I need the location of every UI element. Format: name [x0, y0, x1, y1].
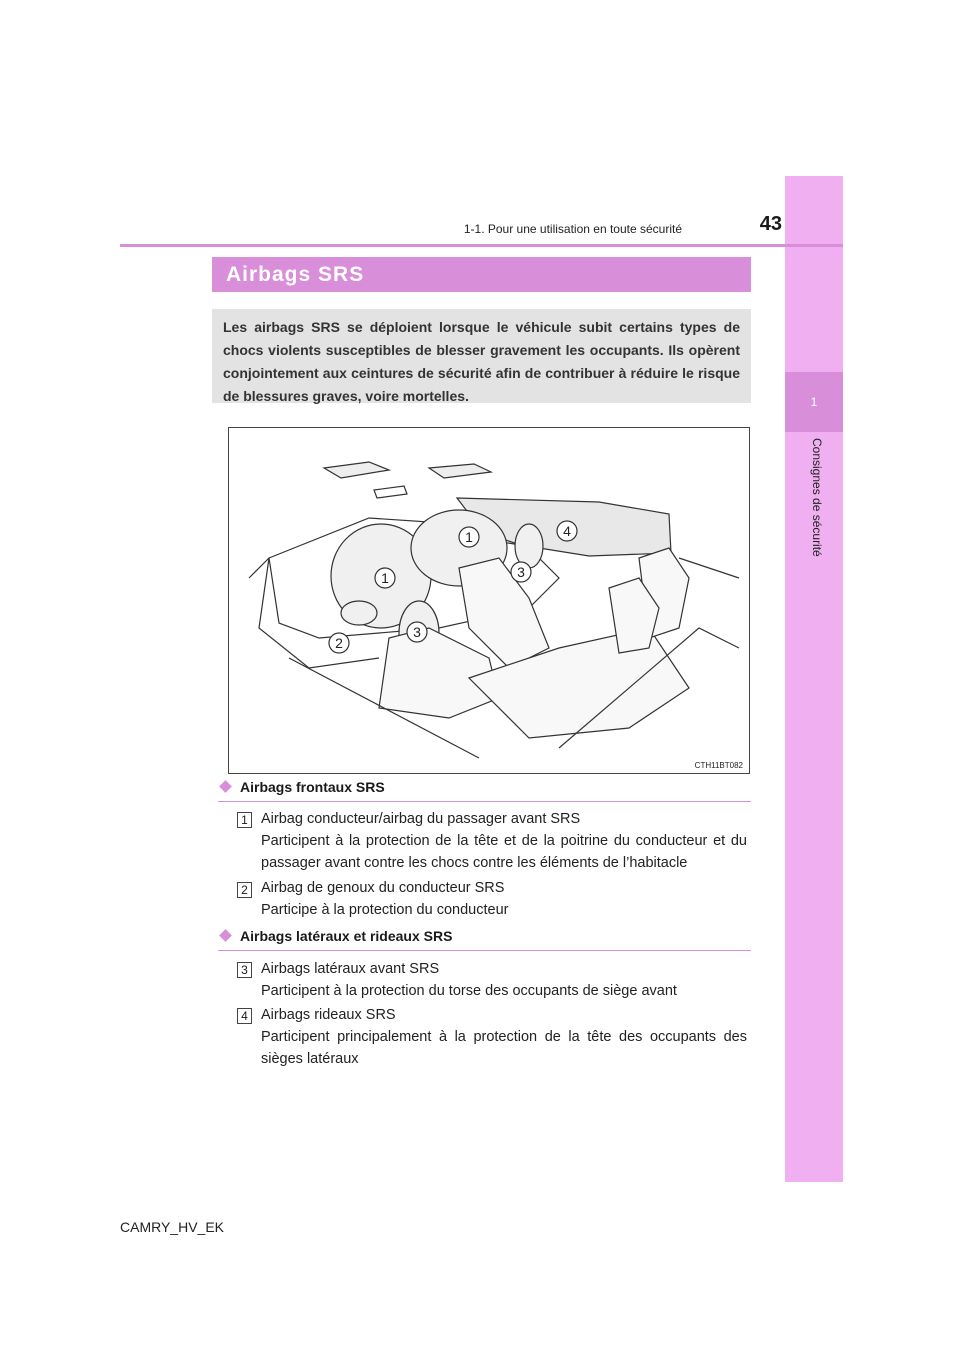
svg-text:2: 2 [335, 635, 343, 651]
svg-text:3: 3 [413, 624, 421, 640]
running-head: 1-1. Pour une utilisation en toute sécurité [463, 222, 682, 236]
airbag-illustration [228, 427, 750, 774]
svg-text:1: 1 [381, 570, 389, 586]
callout-1-lower [375, 568, 395, 588]
diamond-bullet-icon [219, 780, 232, 793]
svg-text:1: 1 [465, 529, 473, 545]
section-heading-side-curtain: Airbags latéraux et rideaux SRS [218, 928, 751, 951]
item-2 [261, 877, 747, 921]
item-number-2: 2 [237, 882, 252, 898]
callout-2 [329, 633, 349, 653]
item-description: Participent principalement à la protection de la tête des occupants des sièges latéraux [261, 1029, 747, 1067]
item-number-1: 1 [237, 812, 252, 828]
callout-3-lower [407, 622, 427, 642]
item-title: Airbags latéraux avant SRS [261, 961, 440, 977]
document-code-footer: CAMRY_HV_EK [120, 1219, 225, 1235]
figure-code: CTH11BT082 [694, 761, 743, 770]
chapter-number-tab[interactable]: 1 [785, 372, 843, 432]
intro-box: Les airbags SRS se déploient lorsque le véhicule subit certains types de chocs violents susceptibles de blesser gravement les occupants. Ils opèrent conjointement aux ceintures de sécurité afin de contribuer à réduire le risque de blessures graves, voire mortelles. [212, 309, 751, 403]
callout-3-upper [511, 562, 531, 582]
header-rule [120, 244, 843, 247]
chapter-side-label: Consignes de sécurité [810, 438, 824, 557]
page-title: Airbags SRS [212, 257, 751, 292]
item-1 [261, 808, 747, 874]
section-heading-frontal: Airbags frontaux SRS [218, 779, 751, 802]
svg-text:4: 4 [563, 523, 571, 539]
callout-4 [557, 521, 577, 541]
page-number: 43 [759, 213, 782, 235]
item-title: Airbag de genoux du conducteur SRS [261, 880, 505, 896]
diamond-bullet-icon [219, 929, 232, 942]
chapter-side-tab [785, 176, 843, 1182]
item-4 [261, 1004, 747, 1070]
item-number-3: 3 [237, 962, 252, 978]
item-number-4: 4 [237, 1008, 252, 1024]
item-description: Participe à la protection du conducteur [261, 902, 509, 918]
item-description: Participent à la protection de la tête et de la poitrine du conducteur et du passager avant contre les chocs contre les éléments de l’habitacle [261, 833, 747, 871]
svg-text:3: 3 [517, 564, 525, 580]
item-title: Airbag conducteur/airbag du passager avant SRS [261, 811, 581, 827]
item-description: Participent à la protection du torse des occupants de siège avant [261, 983, 677, 999]
callout-1-upper [459, 527, 479, 547]
item-3 [261, 958, 747, 1002]
item-title: Airbags rideaux SRS [261, 1007, 396, 1023]
car-interior-drawing [229, 428, 749, 773]
